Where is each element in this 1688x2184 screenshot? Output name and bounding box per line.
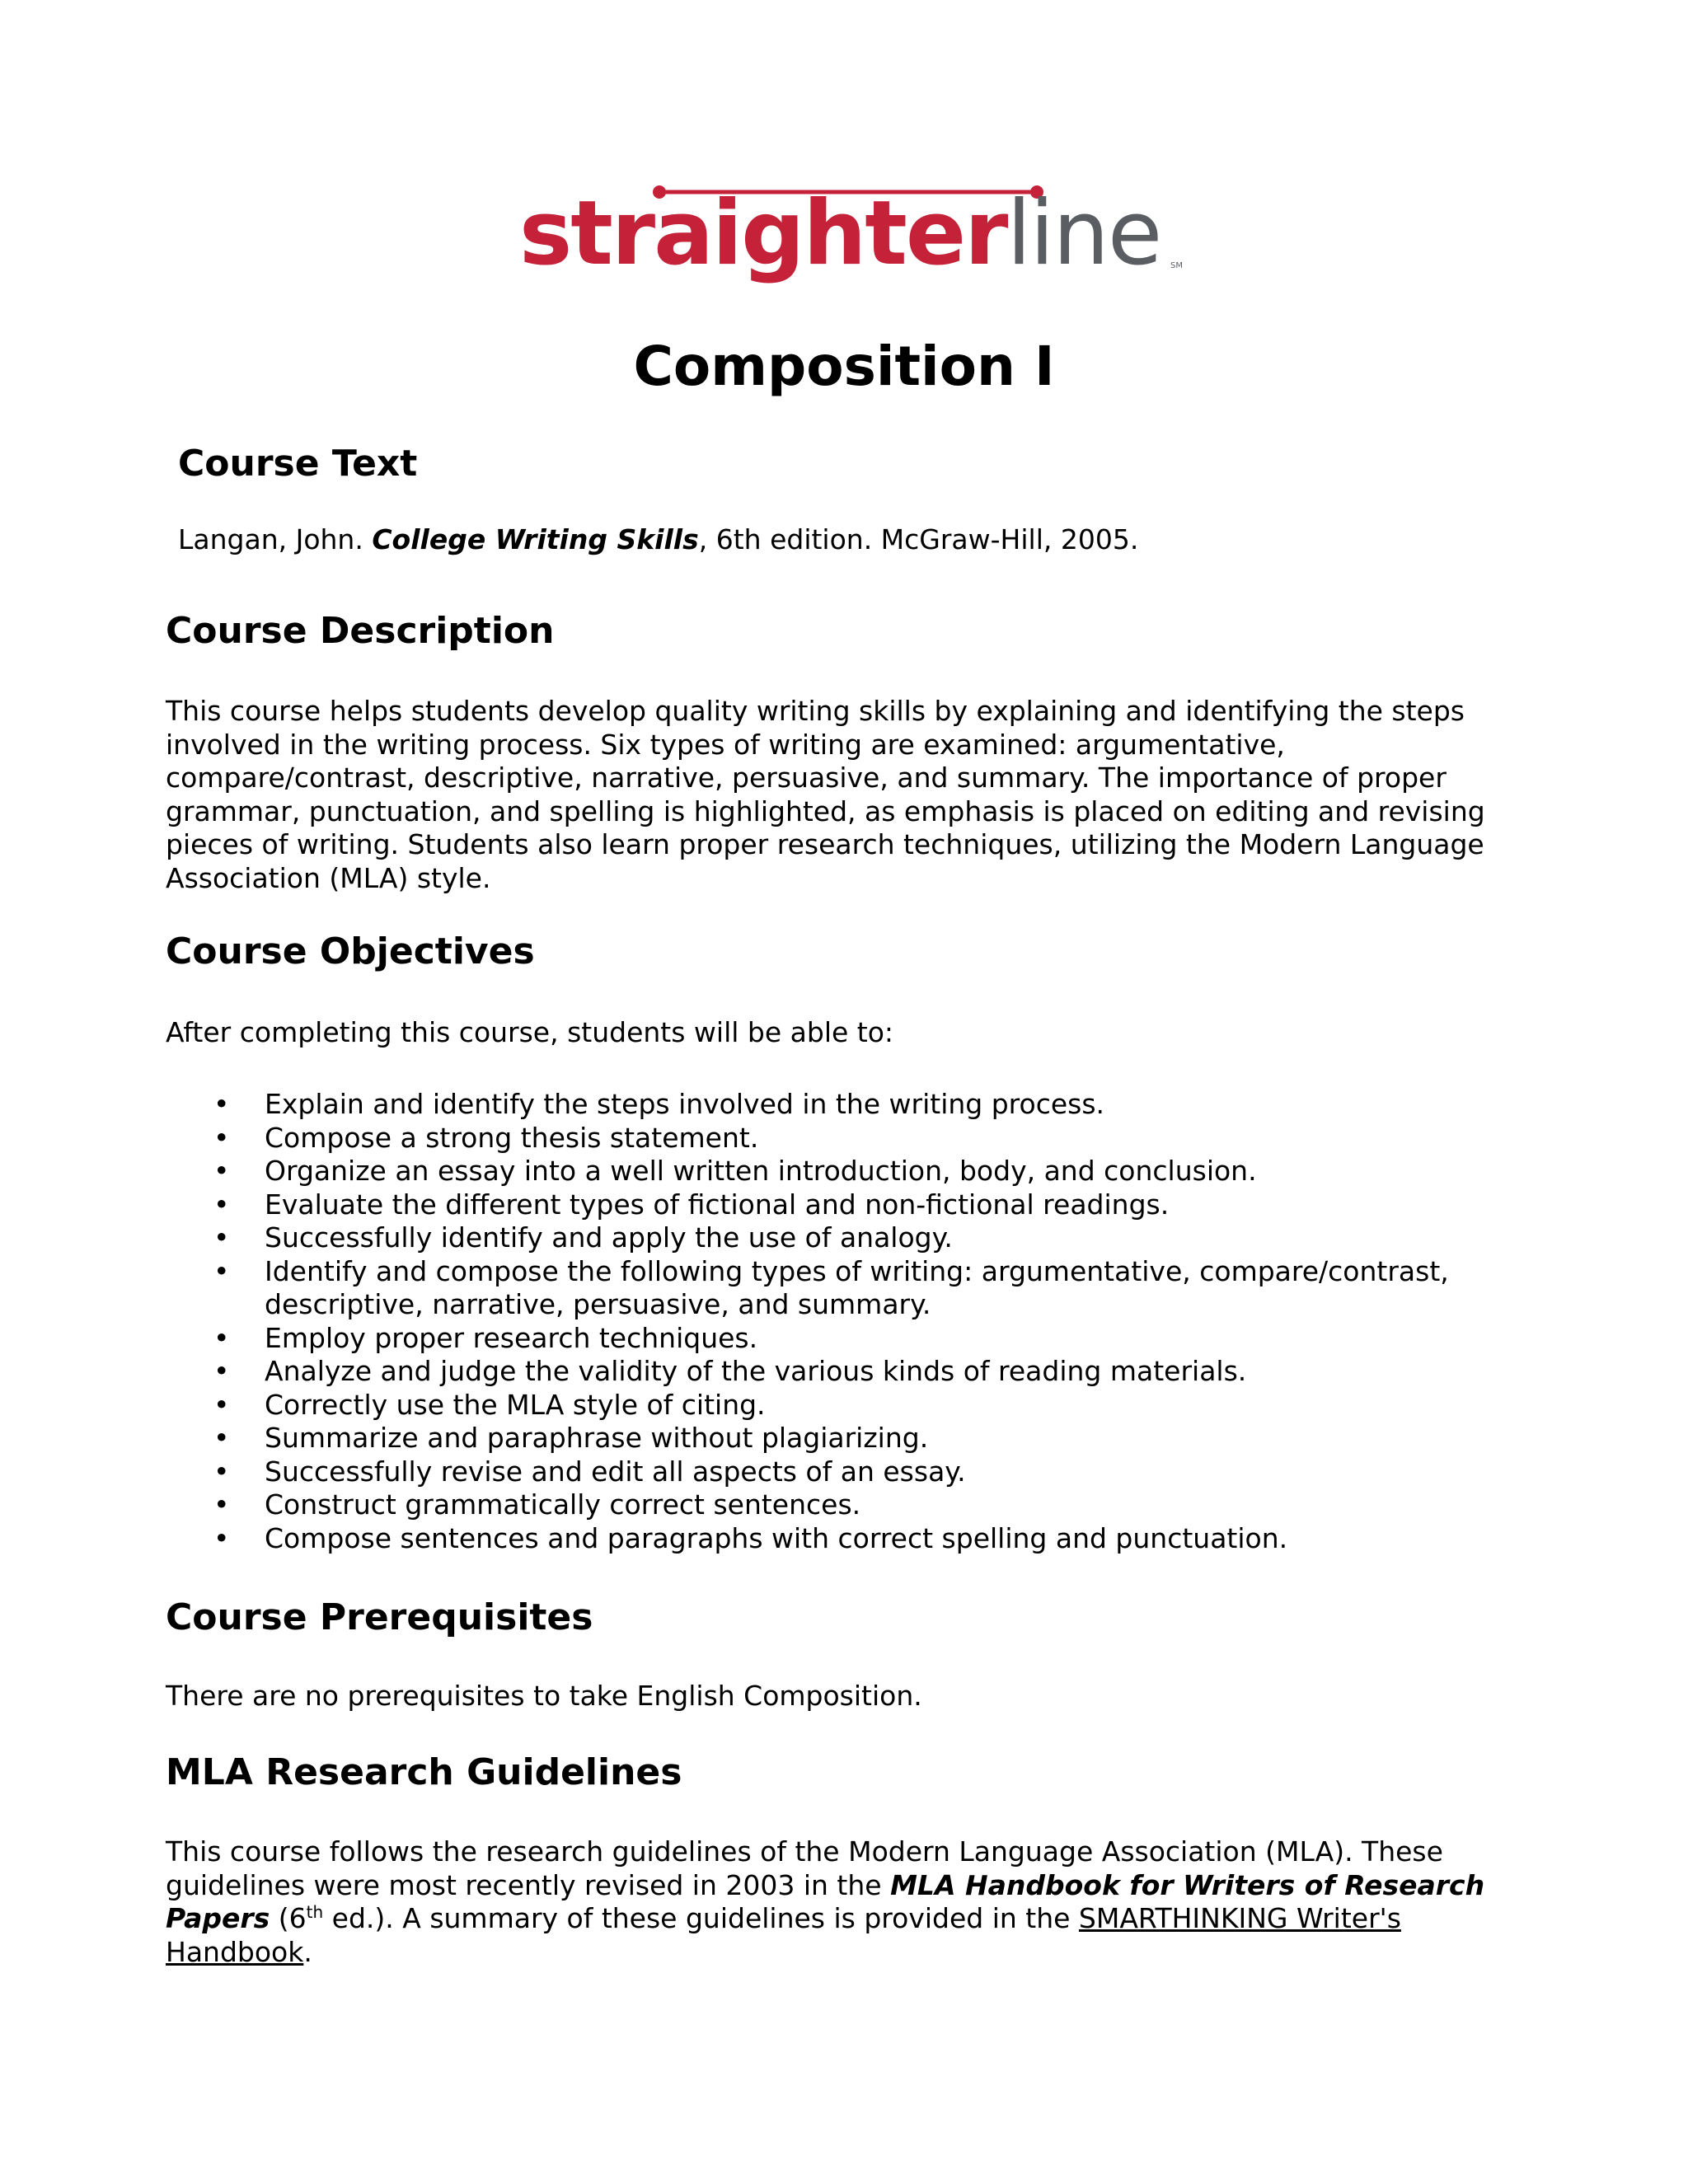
objective-item xyxy=(166,1355,1517,1389)
straighterline-logo xyxy=(511,177,1187,301)
objective-item xyxy=(166,1221,1517,1255)
citation-rest: , 6th edition. McGraw-Hill, 2005. xyxy=(698,523,1139,555)
objective-text: Employ proper research techniques. xyxy=(265,1321,758,1354)
objective-item xyxy=(166,1389,1517,1422)
bullet-icon: • xyxy=(213,1355,230,1387)
bullet-icon: • xyxy=(213,1521,230,1554)
objective-text: Summarize and paraphrase without plagiarizing. xyxy=(265,1422,929,1454)
objective-text: Evaluate the different types of fictional and non-fictional readings. xyxy=(265,1188,1170,1221)
objective-item xyxy=(166,1088,1517,1122)
objective-item xyxy=(166,1422,1517,1455)
bullet-icon: • xyxy=(213,1455,230,1488)
svg-text:straighterline xyxy=(519,182,1160,285)
mla-text-part1: This course follows the research guidelines of the Modern Language Association (MLA). These guidelines were most recently revised in 2003 in the xyxy=(166,1835,1443,1901)
mla-text-part3: ed.). A summary of these guidelines is provided in the xyxy=(323,1902,1079,1934)
bullet-icon: • xyxy=(213,1221,230,1254)
course-text-citation xyxy=(178,523,1414,557)
objective-text: Successfully identify and apply the use of analogy. xyxy=(265,1221,953,1254)
course-prerequisites-heading: Course Prerequisites xyxy=(166,1596,593,1638)
mla-text-part4: . xyxy=(303,1935,312,1968)
smarthinking-handbook-link[interactable]: SMARTHINKING Writer's Handbook xyxy=(166,1902,1401,1968)
objective-item xyxy=(166,1322,1517,1356)
bullet-icon: • xyxy=(213,1321,230,1354)
mla-handbook-title: MLA Handbook for Writers of Research Papers xyxy=(166,1868,1485,1934)
course-objectives-intro: After completing this course, students will be able to: xyxy=(166,1016,894,1048)
objective-item xyxy=(166,1188,1517,1222)
objective-text: Compose sentences and paragraphs with correct spelling and punctuation. xyxy=(265,1521,1288,1554)
logo-brand-part1: straighter xyxy=(519,182,1007,285)
objective-item xyxy=(166,1488,1517,1522)
bullet-icon: • xyxy=(213,1488,230,1521)
objectives-list xyxy=(166,1088,1517,1555)
objective-text: Construct grammatically correct sentences. xyxy=(265,1488,861,1521)
objective-text: Explain and identify the steps involved in the writing process. xyxy=(265,1088,1105,1120)
course-text-heading: Course Text xyxy=(178,443,418,485)
mla-guidelines-heading: MLA Research Guidelines xyxy=(166,1751,682,1793)
logo-service-mark: SM xyxy=(1170,261,1183,270)
course-prerequisites-text: There are no prerequisites to take English Composition. xyxy=(166,1680,922,1712)
course-description-text: This course helps students develop quality writing skills by explaining and identifying the steps involved in the writing process. Six types of writing are examined: argumentative, compare/contrast, descriptive, narrative, persuasive, and summary. The importance of proper grammar, punctuation, and spelling is highlighted, as emphasis is placed on editing and revising pieces of writing. Students also learn proper research techniques, utilizing the Modern Language Association (MLA) style. xyxy=(166,695,1485,894)
objective-item xyxy=(166,1455,1517,1489)
objective-item xyxy=(166,1155,1517,1188)
bullet-icon: • xyxy=(213,1155,230,1187)
bullet-icon: • xyxy=(213,1188,230,1221)
objective-text: Identify and compose the following types of writing: argumentative, compare/contrast, descriptive, narrative, persuasive, and summary. xyxy=(265,1254,1449,1320)
objective-item xyxy=(166,1122,1517,1155)
mla-superscript: th xyxy=(306,1902,324,1922)
bullet-icon: • xyxy=(213,1254,230,1287)
course-objectives-heading: Course Objectives xyxy=(166,930,535,972)
citation-author: Langan, John. xyxy=(178,523,373,555)
objective-item xyxy=(166,1522,1517,1556)
objective-text: Analyze and judge the validity of the various kinds of reading materials. xyxy=(265,1355,1247,1387)
objective-text: Correctly use the MLA style of citing. xyxy=(265,1388,766,1421)
course-description-heading: Course Description xyxy=(166,610,555,652)
mla-text-part2: (6 xyxy=(270,1902,307,1934)
objective-item xyxy=(166,1255,1517,1322)
bullet-icon: • xyxy=(213,1121,230,1154)
bullet-icon: • xyxy=(213,1422,230,1454)
bullet-icon: • xyxy=(213,1388,230,1421)
citation-book-title: College Writing Skills xyxy=(372,523,699,555)
document-title: Composition I xyxy=(633,335,1055,398)
bullet-icon: • xyxy=(213,1088,230,1120)
objective-text: Successfully revise and edit all aspects of an essay. xyxy=(265,1455,966,1488)
objective-text: Compose a strong thesis statement. xyxy=(265,1121,759,1154)
objective-text: Organize an essay into a well written introduction, body, and conclusion. xyxy=(265,1155,1257,1187)
logo-brand-part2: line xyxy=(1006,182,1161,285)
mla-guidelines-text xyxy=(166,1835,1517,1969)
